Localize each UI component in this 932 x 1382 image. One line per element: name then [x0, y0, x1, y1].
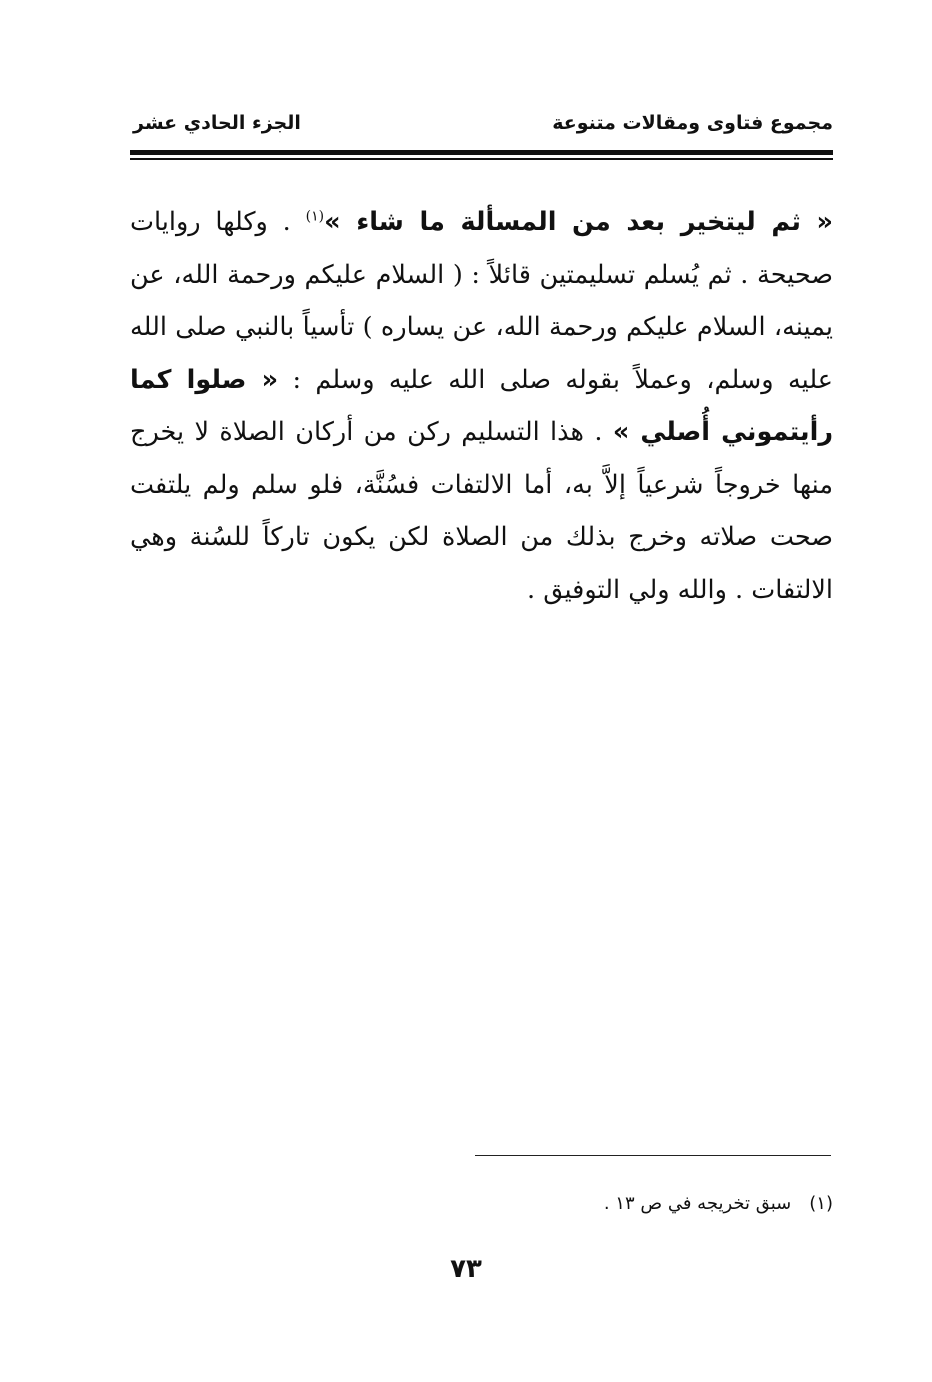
- hadith-quote-1: « ثم ليتخير بعد من المسألة ما شاء »: [324, 207, 834, 237]
- book-title: مجموع فتاوى ومقالات متنوعة: [552, 112, 833, 134]
- body-text-segment: . هذا التسليم ركن من أركان الصلاة لا يخرج منها خروجاً شرعياً إلاَّ به، أما الالتفات فسُنَّة، فلو سلم ولم يلتفت صحت صلاته وخرج بذلك من الصلاة لكن يكون تاركاً للسُنة وهي الالتفات . والله ولي التوفيق .: [130, 417, 833, 605]
- header-rule-thick: [130, 150, 833, 155]
- page-number: ٧٣: [450, 1254, 482, 1284]
- footnote-text: سبق تخريجه في ص ١٣ .: [603, 1193, 792, 1214]
- volume-title: الجزء الحادي عشر: [133, 112, 301, 134]
- body-paragraph: [130, 196, 833, 616]
- footnote: [475, 1193, 833, 1214]
- header-rule-thin: [130, 158, 833, 160]
- footnote-marker: (١): [809, 1193, 833, 1214]
- body-text-segment: . وكلها روايات صحيحة . ثم يُسلم تسليمتين قائلاً : ( السلام عليكم ورحمة الله، عن يمينه، السلام عليكم ورحمة الله، عن يساره ) تأسياً بالنبي صلى الله عليه وسلم، وعملاً بقوله صلى الله عليه وسلم :: [130, 207, 833, 395]
- footnote-reference: (١): [305, 208, 325, 225]
- footnote-separator: [475, 1155, 831, 1156]
- running-header: [133, 108, 833, 148]
- hadith-quote-2: « صلوا كما رأيتموني أُصلي »: [130, 364, 833, 447]
